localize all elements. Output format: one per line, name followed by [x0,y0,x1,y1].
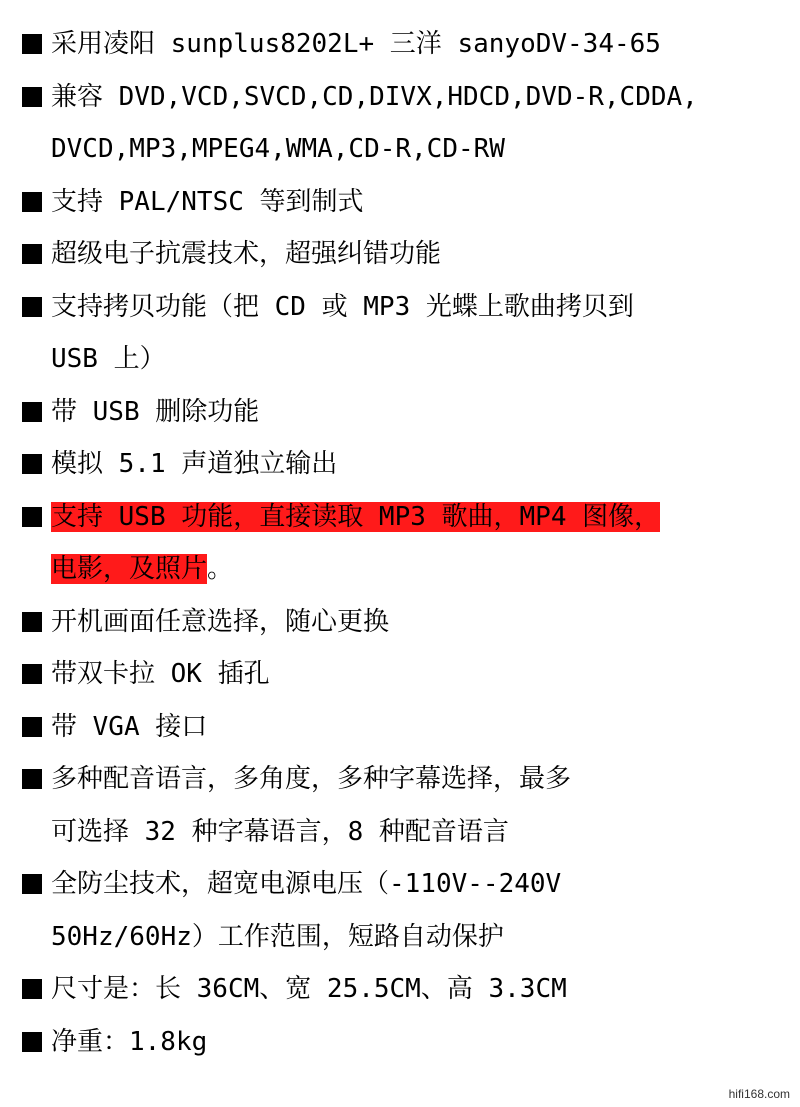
bullet-square-icon [22,402,42,422]
feature-text: 支持 PAL/NTSC 等到制式 [51,186,364,217]
feature-text-highlighted [51,491,660,544]
feature-text: 支持拷贝功能（把 CD 或 MP3 光蝶上歌曲拷贝到 [51,291,634,322]
feature-pal-ntsc [22,176,782,229]
trailing-period: 。 [207,554,234,584]
highlight-mark: 电影，及照片 [51,554,208,584]
feature-power [22,858,782,911]
feature-chipset [22,18,782,71]
bullet-square-icon [22,979,42,999]
feature-text: 带双卡拉 OK 插孔 [51,659,270,689]
feature-text-continuation [22,543,782,596]
bullet-square-icon [22,34,42,54]
feature-karaoke [22,648,782,701]
watermark: hifi168.com [728,1087,790,1101]
feature-text: 兼容 DVD,VCD,SVCD,CD,DIVX,HDCD,DVD-R,CDDA, [51,81,698,112]
feature-text: 尺寸是：长 36CM、宽 25.5CM、高 3.3CM [51,974,567,1004]
feature-text: 多种配音语言，多角度，多种字幕选择，最多 [51,764,572,794]
bullet-square-icon [22,717,42,737]
bullet-square-icon [22,769,42,789]
bullet-square-icon [22,1032,42,1052]
bullet-square-icon [22,454,42,474]
bullet-square-icon [22,612,42,632]
feature-anti-shock [22,228,782,281]
bullet-square-icon [22,297,42,317]
feature-boot-screen [22,596,782,649]
feature-dimensions [22,963,782,1016]
feature-text-continuation: 可选择 32 种字幕语言，8 种配音语言 [51,816,509,847]
feature-text: 带 VGA 接口 [51,711,208,742]
feature-text-continuation: USB 上） [51,344,166,374]
feature-5-1-output [22,438,782,491]
bullet-square-icon [22,244,42,264]
highlight-mark: 支持 USB 功能，直接读取 MP3 歌曲，MP4 图像， [51,501,661,532]
bullet-square-icon [22,507,42,527]
feature-copy [22,281,782,334]
feature-languages [22,753,782,806]
bullet-square-icon [22,192,42,212]
feature-text: 超级电子抗震技术，超强纠错功能 [51,239,442,269]
feature-compatibility [22,71,782,124]
feature-text: 带 USB 删除功能 [51,396,260,427]
feature-text-continuation: 50Hz/60Hz）工作范围，短路自动保护 [51,921,504,952]
feature-text: 模拟 5.1 声道独立输出 [51,449,338,479]
feature-usb-delete [22,386,782,439]
feature-text: 净重：1.8kg [51,1026,208,1057]
bullet-square-icon [22,664,42,684]
feature-text: 全防尘技术，超宽电源电压（-110V--240V [51,869,562,899]
feature-weight [22,1016,782,1069]
feature-text: 采用凌阳 sunplus8202L+ 三洋 sanyoDV-34-65 [51,29,661,59]
feature-vga [22,701,782,754]
feature-list [22,18,782,1068]
feature-text-continuation: DVCD,MP3,MPEG4,WMA,CD-R,CD-RW [51,134,505,164]
bullet-square-icon [22,874,42,894]
feature-usb-playback [22,491,782,544]
feature-text: 开机画面任意选择，随心更换 [51,606,390,637]
bullet-square-icon [22,87,42,107]
